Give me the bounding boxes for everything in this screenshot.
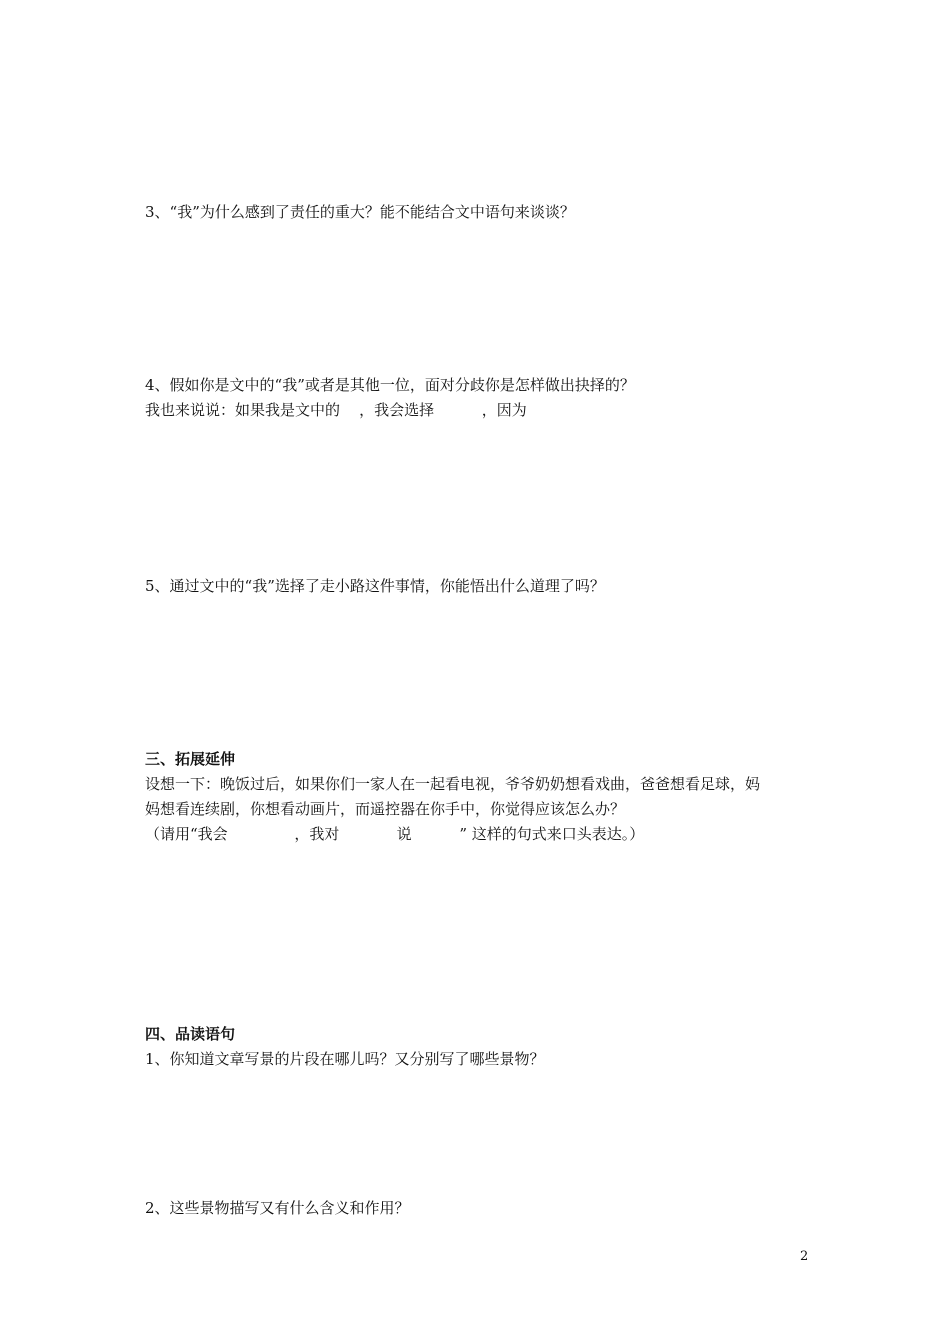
section-3-heading: 三、拓展延伸 [145, 750, 236, 768]
section-4-question-1: 1、你知道文章写景的片段在哪儿吗？又分别写了哪些景物？ [145, 1050, 545, 1068]
section-4-heading: 四、品读语句 [145, 1025, 236, 1043]
section-3-instruction: （请用“我会 ，我对 说 ” 这样的句式来口头表达。） [145, 825, 645, 843]
question-3: 3、“我”为什么感到了责任的重大？能不能结合文中语句来谈谈？ [145, 203, 575, 221]
question-4-answer-prompt: 我也来说说：如果我是文中的 ，我会选择 ，因为 [145, 401, 527, 419]
section-3-scenario-line-2: 妈想看连续剧，你想看动画片，而遥控器在你手中，你觉得应该怎么办？ [145, 800, 626, 818]
question-5: 5、通过文中的“我”选择了走小路这件事情，你能悟出什么道理了吗？ [145, 577, 605, 595]
section-4-question-2: 2、这些景物描写又有什么含义和作用？ [145, 1199, 410, 1217]
question-4: 4、假如你是文中的“我”或者是其他一位，面对分歧你是怎样做出抉择的？ [145, 376, 635, 394]
page-number: 2 [800, 1249, 809, 1264]
section-3-scenario-line-1: 设想一下：晚饭过后，如果你们一家人在一起看电视，爷爷奶奶想看戏曲，爸爸想看足球，妈 [145, 775, 761, 793]
